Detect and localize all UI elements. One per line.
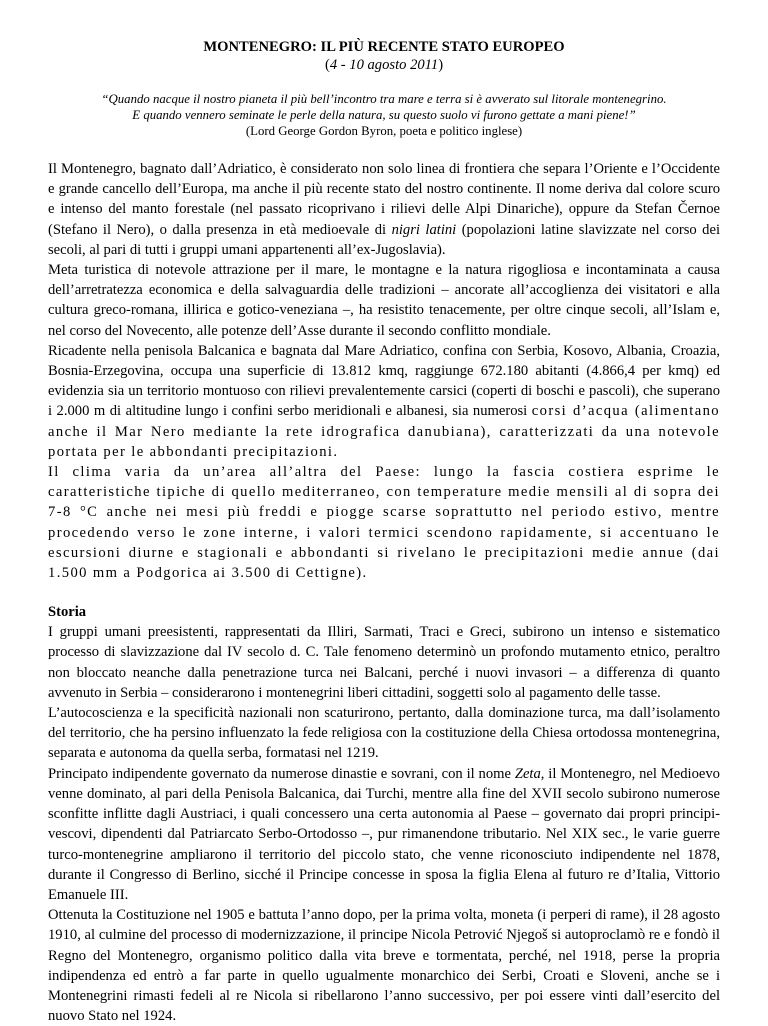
intro-p1-text-a: Il Montenegro, bagnato dall’Adriatico, è considerato non solo linea di frontiera che separa l’Oriente e l’Occidente e grande cancello dell’Europa, ma anche il più recente stato del nostro continente. Il nome deriva dal colore scuro e intenso del manto forestale (nel passato ricoprivano i rilievi delle Alpi Dinariche), oppure da Stefan Černoe (Stefano il Nero), o dalla presenza in età medioevale di bbox=[48, 161, 720, 238]
dates-text: 4 - 10 agosto 2011 bbox=[329, 57, 439, 73]
storia-paragraph-2: L’autocoscienza e la specificità nazionali non scaturirono, pertanto, dalla dominazione turca, ma dall’isolamento del territorio, che ha persino influenzato la fede religiosa con la costituzione della Chiesa ortodossa montenegrina, separata e autonoma da quella serba, formatasi nel 1219. bbox=[48, 705, 720, 762]
storia-p3-text-a: Principato indipendente governato da numerose dinastie e sovrani, con il nome bbox=[48, 765, 515, 782]
dates-open-paren: ( bbox=[324, 57, 330, 73]
quote-line-1: “Quando nacque il nostro pianeta il più bell’incontro tra mare e terra si è avverato sul litorale montenegrino. bbox=[101, 92, 667, 106]
document-dates bbox=[48, 56, 720, 74]
intro-p3-text-b: corsi d’acqua (alimentano anche il Mar Nero mediante la rete idrografica danubiana), caratterizzati da una notevole portata per le abbondanti precipitazioni. bbox=[48, 403, 721, 460]
dates-close-paren: ) bbox=[438, 57, 444, 73]
intro-p1-text-b: (popolazioni latine slavizzate nel corso dei secoli, al pari di tutti i gruppi umani appartenenti all’ex-Jugoslavia). bbox=[48, 221, 720, 258]
storia-section bbox=[48, 622, 720, 1026]
quote-author: (Lord George Gordon Byron, poeta e politico inglese) bbox=[245, 124, 523, 138]
intro-paragraph-3 bbox=[48, 341, 720, 462]
epigraph-quote bbox=[48, 91, 720, 139]
intro-paragraph-1 bbox=[48, 159, 720, 260]
storia-paragraph-3 bbox=[48, 764, 720, 905]
storia-paragraph-1: I gruppi umani preesistenti, rappresentati da Illiri, Sarmati, Traci e Greci, subirono un intenso e sistematico processo di slavizzazione dal IV secolo d. C. Tale fenomeno determinò un profondo mutamento etnico, peraltro non bloccato neanche dalla penetrazione turca nei Balcani, perché i nuovi invasori – a differenza di quanto avvenuto in Serbia – considerarono i montenegrini liberi cittadini, soggetti solo al pagamento delle tasse. bbox=[48, 624, 720, 701]
intro-p1-emphasis: nigri latini bbox=[391, 221, 457, 238]
storia-p3-text-b: , il Montenegro, nel Medioevo venne dominato, al pari della Penisola Balcanica, dai Turchi, mentre alla fine del XVII secolo subirono numerose sconfitte inflitte dagli Austriaci, i quali concessero una certa autonomia al Paese – governato dai propri principi-vescovi, dipendenti dal Patriarcato Serbo-Ortodosso –, pur rimanendone tributario. Nel XIX sec., le varie guerre turco-montenegrine ampliarono il territorio del piccolo stato, che venne riconosciuto indipendente nel 1878, durante il Congresso di Berlino, sicché il Principe concesse in sposa la figlia Elena al futuro re d’Italia, Vittorio Emanuele III. bbox=[48, 765, 720, 903]
storia-p3-emphasis: Zeta bbox=[514, 765, 541, 782]
intro-p3-text-a: Ricadente nella penisola Balcanica e bagnata dal Mare Adriatico, confina con Serbia, Kosovo, Albania, Croazia, Bosnia-Erzegovina, occupa una superficie di 13.812 kmq, raggiunge 672.180 abitanti (4.866,4 per kmq) ed evidenzia sia un territorio montuoso con rilievi prevalentemente carsici (coperti di boschi e pascoli), che superano i 2.000 m di altitudine lungo i confini serbo meridionali e albanesi, sia numerosi bbox=[48, 342, 720, 420]
intro-section bbox=[48, 159, 720, 583]
quote-line-2: E quando vennero seminate le perle della natura, su questo suolo vi furono gettate a mani piene!” bbox=[132, 108, 636, 122]
intro-paragraph-4: Il clima varia da un’area all’altra del Paese: lungo la fascia costiera esprime le caratteristiche tipiche di quello mediterraneo, con temperature medie mensili al di sopra dei 7-8 °C anche nei mesi più freddi e piogge scarse soprattutto nel periodo estivo, mentre procedendo verso le zone interne, i valori termici scendono rapidamente, si accentuano le escursioni diurne e stagionali e abbondanti si rivelano le precipitazioni medie annue (dai 1.500 mm a Podgorica ai 3.500 di Cettigne). bbox=[48, 464, 720, 582]
section-heading-storia: Storia bbox=[48, 604, 87, 621]
document-title: MONTENEGRO: IL PIÙ RECENTE STATO EUROPEO bbox=[203, 39, 565, 55]
intro-paragraph-2: Meta turistica di notevole attrazione per il mare, le montagne e la natura rigogliosa e incontaminata a causa dell’arretratezza economica e della salvaguardia delle tradizioni – ancorate all’accoglienza dei visitatori e alla cultura greco-romana, illirica e gotico-veneziana –, ha resistito tenacemente, per oltre cinque secoli, all’Islam e, nel corso del Novecento, alle potenze dell’Asse durante il secondo conflitto mondiale. bbox=[48, 262, 720, 339]
storia-paragraph-4: Ottenuta la Costituzione nel 1905 e battuta l’anno dopo, per la prima volta, moneta (i perperi di rame), il 28 agosto 1910, al culmine del processo di modernizzazione, il principe Nicola Petrović Njegoš si autoproclamò re e fondò il Regno del Montenegro, organismo politico dalla vita breve e tormentata, perché, nel 1918, perse la propria indipendenza ed entrò a far parte in quello ugualmente monarchico dei Serbi, Croati e Sloveni, anche se i Montenegrini rimasti fedeli al re Nicola si ribellarono l’anno successivo, per poi essere vinti dall’esercito del nuovo Stato nel 1924. bbox=[48, 907, 720, 1025]
